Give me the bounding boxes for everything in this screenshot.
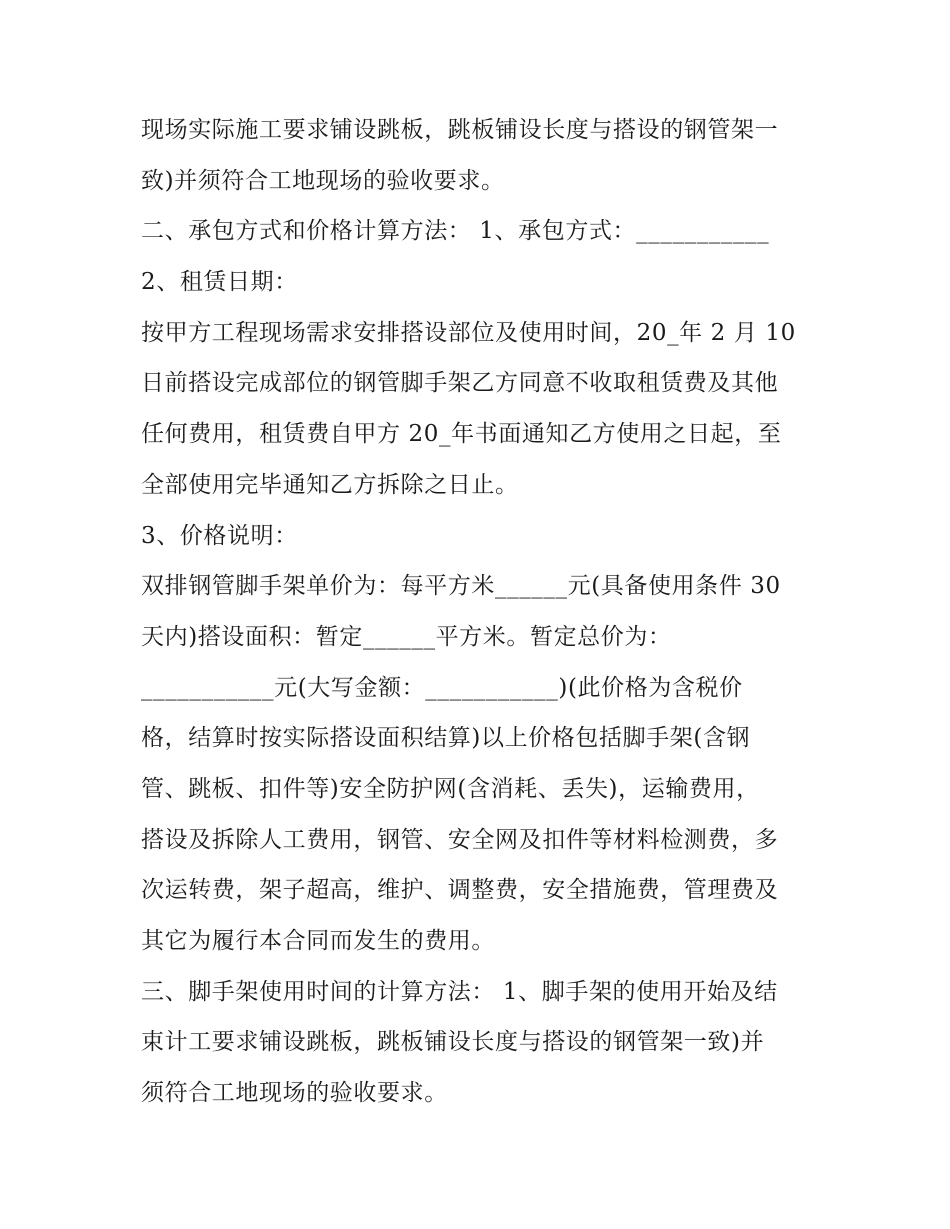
document-body: [141, 105, 816, 1119]
text-line: 双排钢管脚手架单价为：每平方米______元(具备使用条件 30: [141, 573, 781, 600]
section-heading-usage-time: 三、脚手架使用时间的计算方法： 1、脚手架的使用开始及结: [141, 978, 778, 1005]
text-line: 按甲方工程现场需求安排搭设部位及使用时间，20_年 2 月 10: [141, 319, 796, 346]
text-line: 格，结算时按实际搭设面积结算)以上价格包括脚手架(含钢: [141, 725, 751, 752]
text-line: ___________元(大写金额：___________)(此价格为含税价: [141, 674, 743, 701]
text-line: 致)并须符合工地现场的验收要求。: [141, 167, 505, 194]
text-line: 束计工要求铺设跳板，跳板铺设长度与搭设的钢管架一致)并: [141, 1029, 765, 1056]
text-line: 须符合工地现场的验收要求。: [141, 1080, 448, 1107]
text-line: 天内)搭设面积：暂定______平方米。暂定总价为：: [141, 623, 672, 650]
subheading-rental-date: 2、租赁日期：: [141, 269, 298, 296]
section-heading-contract-method: 二、承包方式和价格计算方法： 1、承包方式：___________: [141, 218, 770, 245]
text-line: 现场实际施工要求铺设跳板，跳板铺设长度与搭设的钢管架一: [141, 117, 779, 143]
text-line: 其它为履行本合同而发生的费用。: [141, 928, 495, 954]
text-line: 任何费用，租赁费自甲方 20_年书面通知乙方使用之日起，至: [141, 421, 782, 448]
text-line: 全部使用完毕通知乙方拆除之日止。: [141, 471, 519, 498]
text-line: 搭设及拆除人工费用，钢管、安全网及扣件等材料检测费，多: [141, 826, 779, 853]
text-line: 日前搭设完成部位的钢管脚手架乙方同意不收取租赁费及其他: [141, 370, 779, 397]
subheading-price-description: 3、价格说明：: [141, 522, 298, 549]
text-line: 管、跳板、扣件等)安全防护网(含消耗、丢失)，运输费用，: [141, 775, 760, 802]
text-line: 次运转费，架子超高，维护、调整费，安全措施费，管理费及: [141, 877, 779, 904]
